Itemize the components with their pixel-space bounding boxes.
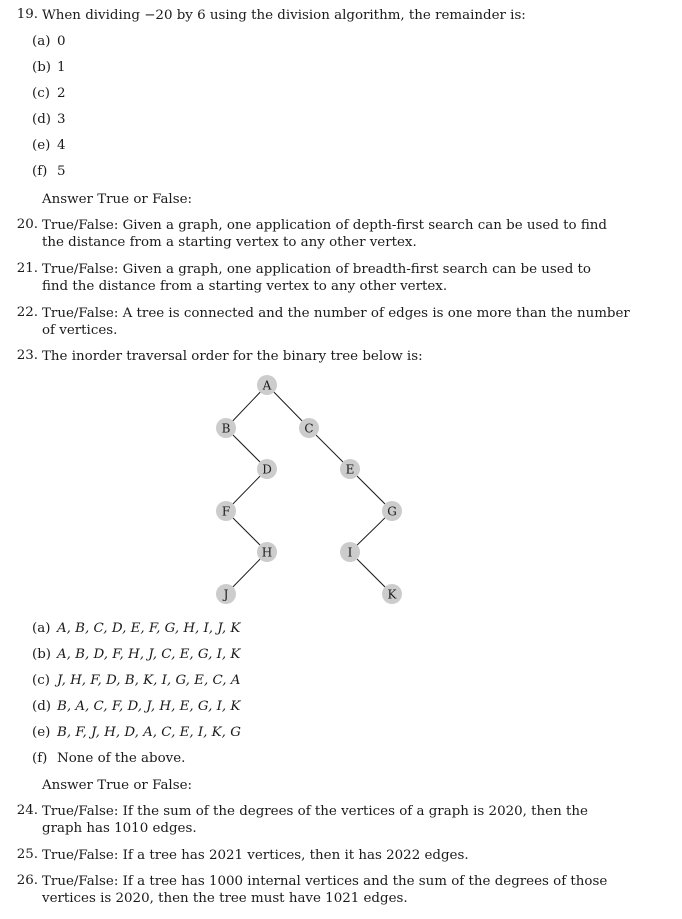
tree-node-d: [257, 459, 277, 479]
question-number: 26.: [16, 873, 38, 888]
question-number: 20.: [16, 217, 38, 232]
option-text: A, B, C, D, E, F, G, H, I, J, K: [57, 621, 241, 636]
question-text-line-1: True/False: Given a graph, one application of depth-first search can be used to find: [42, 218, 607, 233]
option-label: (e): [32, 725, 51, 740]
svg-text:F: F: [221, 504, 231, 519]
question-text-line-2: graph has 1010 edges.: [42, 821, 197, 836]
option-label: (f): [32, 164, 48, 179]
tree-node-h: [257, 542, 277, 562]
option-label: (e): [32, 138, 51, 153]
tree-node-k: [382, 584, 402, 604]
tree-node-a: [257, 375, 277, 395]
tree-node-b: [216, 418, 236, 438]
option-text: 1: [57, 60, 66, 75]
option-label: (d): [32, 699, 52, 714]
option-text: B, A, C, F, D, J, H, E, G, I, K: [57, 699, 241, 714]
svg-text:G: G: [387, 504, 397, 519]
question-text-line-1: True/False: If a tree has 1000 internal vertices and the sum of the degrees of those: [42, 874, 608, 889]
question-text: When dividing −20 by 6 using the division algorithm, the remainder is:: [42, 8, 526, 23]
question-number: 21.: [16, 261, 38, 276]
option-label: (a): [32, 34, 51, 49]
option-label: (c): [32, 86, 50, 101]
tree-node-c: [299, 418, 319, 438]
svg-text:D: D: [262, 462, 272, 477]
question-number: 19.: [16, 7, 38, 22]
question-text-line-1: True/False: Given a graph, one application of breadth-first search can be used to: [42, 262, 591, 277]
section-heading: Answer True or False:: [42, 192, 193, 207]
question-text-line-2: vertices is 2020, then the tree must have 1021 edges.: [42, 891, 408, 906]
option-label: (a): [32, 621, 51, 636]
question-number: 23.: [16, 348, 38, 363]
tree-node-f: [216, 501, 236, 521]
svg-text:J: J: [223, 587, 229, 602]
tree-node-g: [382, 501, 402, 521]
option-text: 3: [57, 112, 66, 127]
svg-text:B: B: [221, 421, 231, 436]
tree-node-j: [216, 584, 236, 604]
question-text-line-2: find the distance from a starting vertex to any other vertex.: [42, 279, 448, 294]
option-text: 5: [57, 164, 66, 179]
question-number: 25.: [16, 847, 38, 862]
option-label: (b): [32, 647, 52, 662]
svg-text:A: A: [262, 378, 272, 393]
question-text-line-2: of vertices.: [42, 323, 118, 338]
question-text: True/False: If a tree has 2021 vertices, then it has 2022 edges.: [42, 848, 469, 863]
question-text-line-2: the distance from a starting vertex to any other vertex.: [42, 235, 417, 250]
option-label: (b): [32, 60, 52, 75]
section-heading: Answer True or False:: [42, 778, 193, 793]
question-text-line-1: True/False: A tree is connected and the number of edges is one more than the number: [42, 306, 630, 321]
question-number: 22.: [16, 305, 38, 320]
option-label: (c): [32, 673, 50, 688]
svg-text:C: C: [304, 421, 314, 436]
svg-text:I: I: [347, 545, 353, 560]
option-text: 4: [57, 138, 66, 153]
option-text: 0: [57, 34, 66, 49]
svg-text:K: K: [387, 587, 397, 602]
tree-node-e: [340, 459, 360, 479]
option-label: (f): [32, 751, 48, 766]
option-label: (d): [32, 112, 52, 127]
svg-text:E: E: [345, 462, 355, 477]
tree-node-i: [340, 542, 360, 562]
question-text: The inorder traversal order for the binary tree below is:: [42, 349, 423, 364]
option-text: J, H, F, D, B, K, I, G, E, C, A: [57, 673, 241, 688]
option-text: 2: [57, 86, 66, 101]
svg-text:H: H: [261, 545, 273, 560]
option-text: B, F, J, H, D, A, C, E, I, K, G: [57, 725, 241, 740]
option-text: A, B, D, F, H, J, C, E, G, I, K: [57, 647, 241, 662]
option-text: None of the above.: [57, 751, 186, 766]
question-text-line-1: True/False: If the sum of the degrees of the vertices of a graph is 2020, then the: [42, 804, 588, 819]
question-number: 24.: [16, 803, 38, 818]
